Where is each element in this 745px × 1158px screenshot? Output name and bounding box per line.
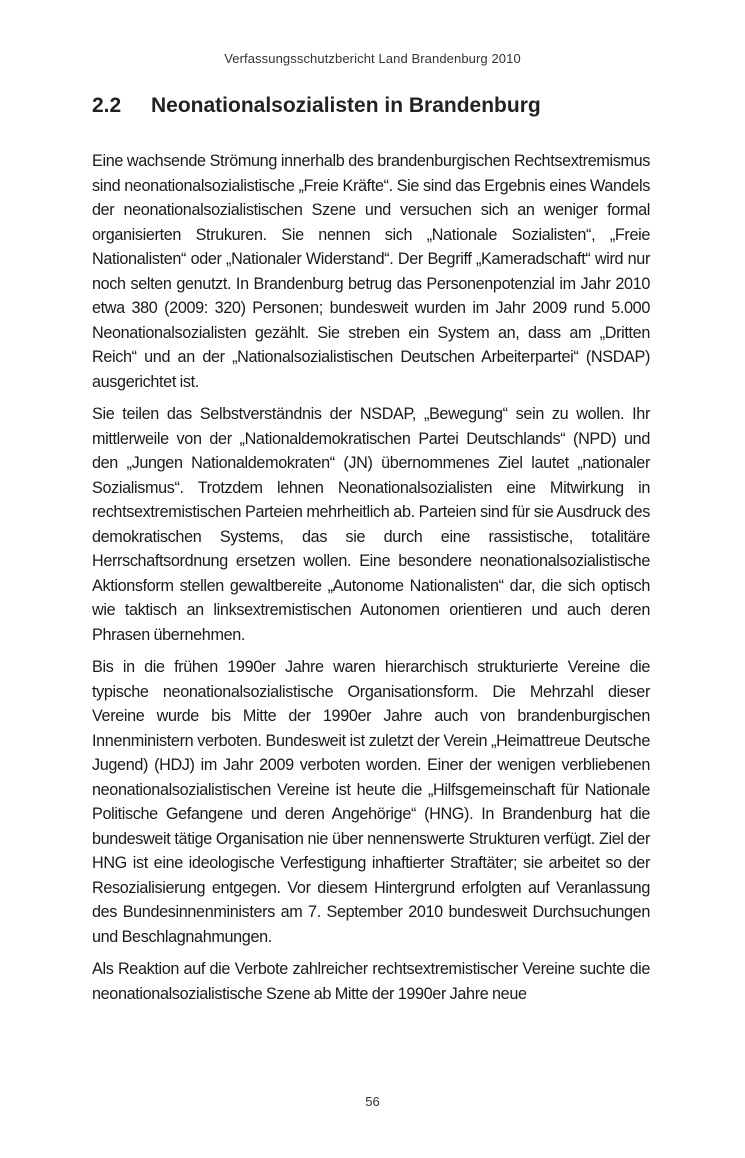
body-text [92,149,650,1014]
paragraph-3: Bis in die frühen 1990er Jahre waren hierarchisch strukturierte Vereine die typische neonationalsozialistische Organisationsform. Die Mehrzahl dieser Vereine wurde bis Mitte der 1990er Jahre auch von brandenburgischen Innenministern verboten. Bundesweit ist zuletzt der Verein „Heimattreue Deutsche Jugend) (HDJ) im Jahr 2009 verboten worden. Einer der wenigen verbliebenen neonationalsozialistischen Vereine ist heute die „Hilfsgemeinschaft für Nationale Politische Gefangene und deren Angehörige“ (HNG). In Brandenburg hat die bundesweit tätige Organisation nie über nennenswerte Strukturen verfügt. Ziel der HNG ist eine ideologische Verfestigung inhaftierter Straftäter; sie arbeitet so der Resozialisierung entgegen. Vor diesem Hintergrund erfolgten auf Veranlassung des Bundesinnenministers am 7. September 2010 bundesweit Durchsuchungen und Beschlagnahmungen. [92,658,650,946]
section-number: 2.2 [92,94,122,117]
section-heading [92,94,662,118]
running-header: Verfassungsschutzbericht Land Brandenburg 2010 [224,51,521,66]
section-title: Neonationalsozialisten in Brandenburg [151,94,541,117]
paragraph-1: Eine wachsende Strömung innerhalb des brandenburgischen Rechtsextremismus sind neonationalsozialistische „Freie Kräfte“. Sie sind das Ergebnis eines Wandels der neonationalsozialistischen Szene und versuchen sich an weniger formal organisierten Strukuren. Sie nennen sich „Nationale Sozialisten“, „Freie Nationalisten“ oder „Nationaler Widerstand“. Der Begriff „Kameradschaft“ wird nur noch selten genutzt. In Brandenburg betrug das Personenpotenzial im Jahr 2010 etwa 380 (2009: 320) Personen; bundesweit wurden im Jahr 2009 rund 5.000 Neonationalsozialisten gezählt. Sie streben ein System an, dass am „Dritten Reich“ und an der „Nationalsozialistischen Deutschen Arbeiterpartei“ (NSDAP) ausgerichtet ist. [92,152,650,391]
paragraph-4: Als Reaktion auf die Verbote zahlreicher rechtsextremistischer Vereine suchte die neonationalsozialistische Szene ab Mitte der 1990er Jahre neue [92,960,650,1003]
paragraph-2: Sie teilen das Selbstverständnis der NSDAP, „Bewegung“ sein zu wollen. Ihr mittlerweile von der „Nationaldemokratischen Partei Deutschlands“ (NPD) und den „Jungen Nationaldemokraten“ (JN) übernommenes Ziel lautet „nationaler Sozialismus“. Trotzdem lehnen Neonationalsozialisten eine Mitwirkung in rechtsextremistischen Parteien mehrheitlich ab. Parteien sind für sie Ausdruck des demokratischen Systems, das sie durch eine rassistische, totalitäre Herrschaftsordnung ersetzen wollen. Eine besondere neonationalsozialistische Aktionsform stellen gewaltbereite „Autonome Nationalisten“ dar, die sich optisch wie taktisch an linksextremistischen Autonomen orientieren und auch deren Phrasen übernehmen. [92,405,650,644]
page-number: 56 [365,1094,380,1109]
